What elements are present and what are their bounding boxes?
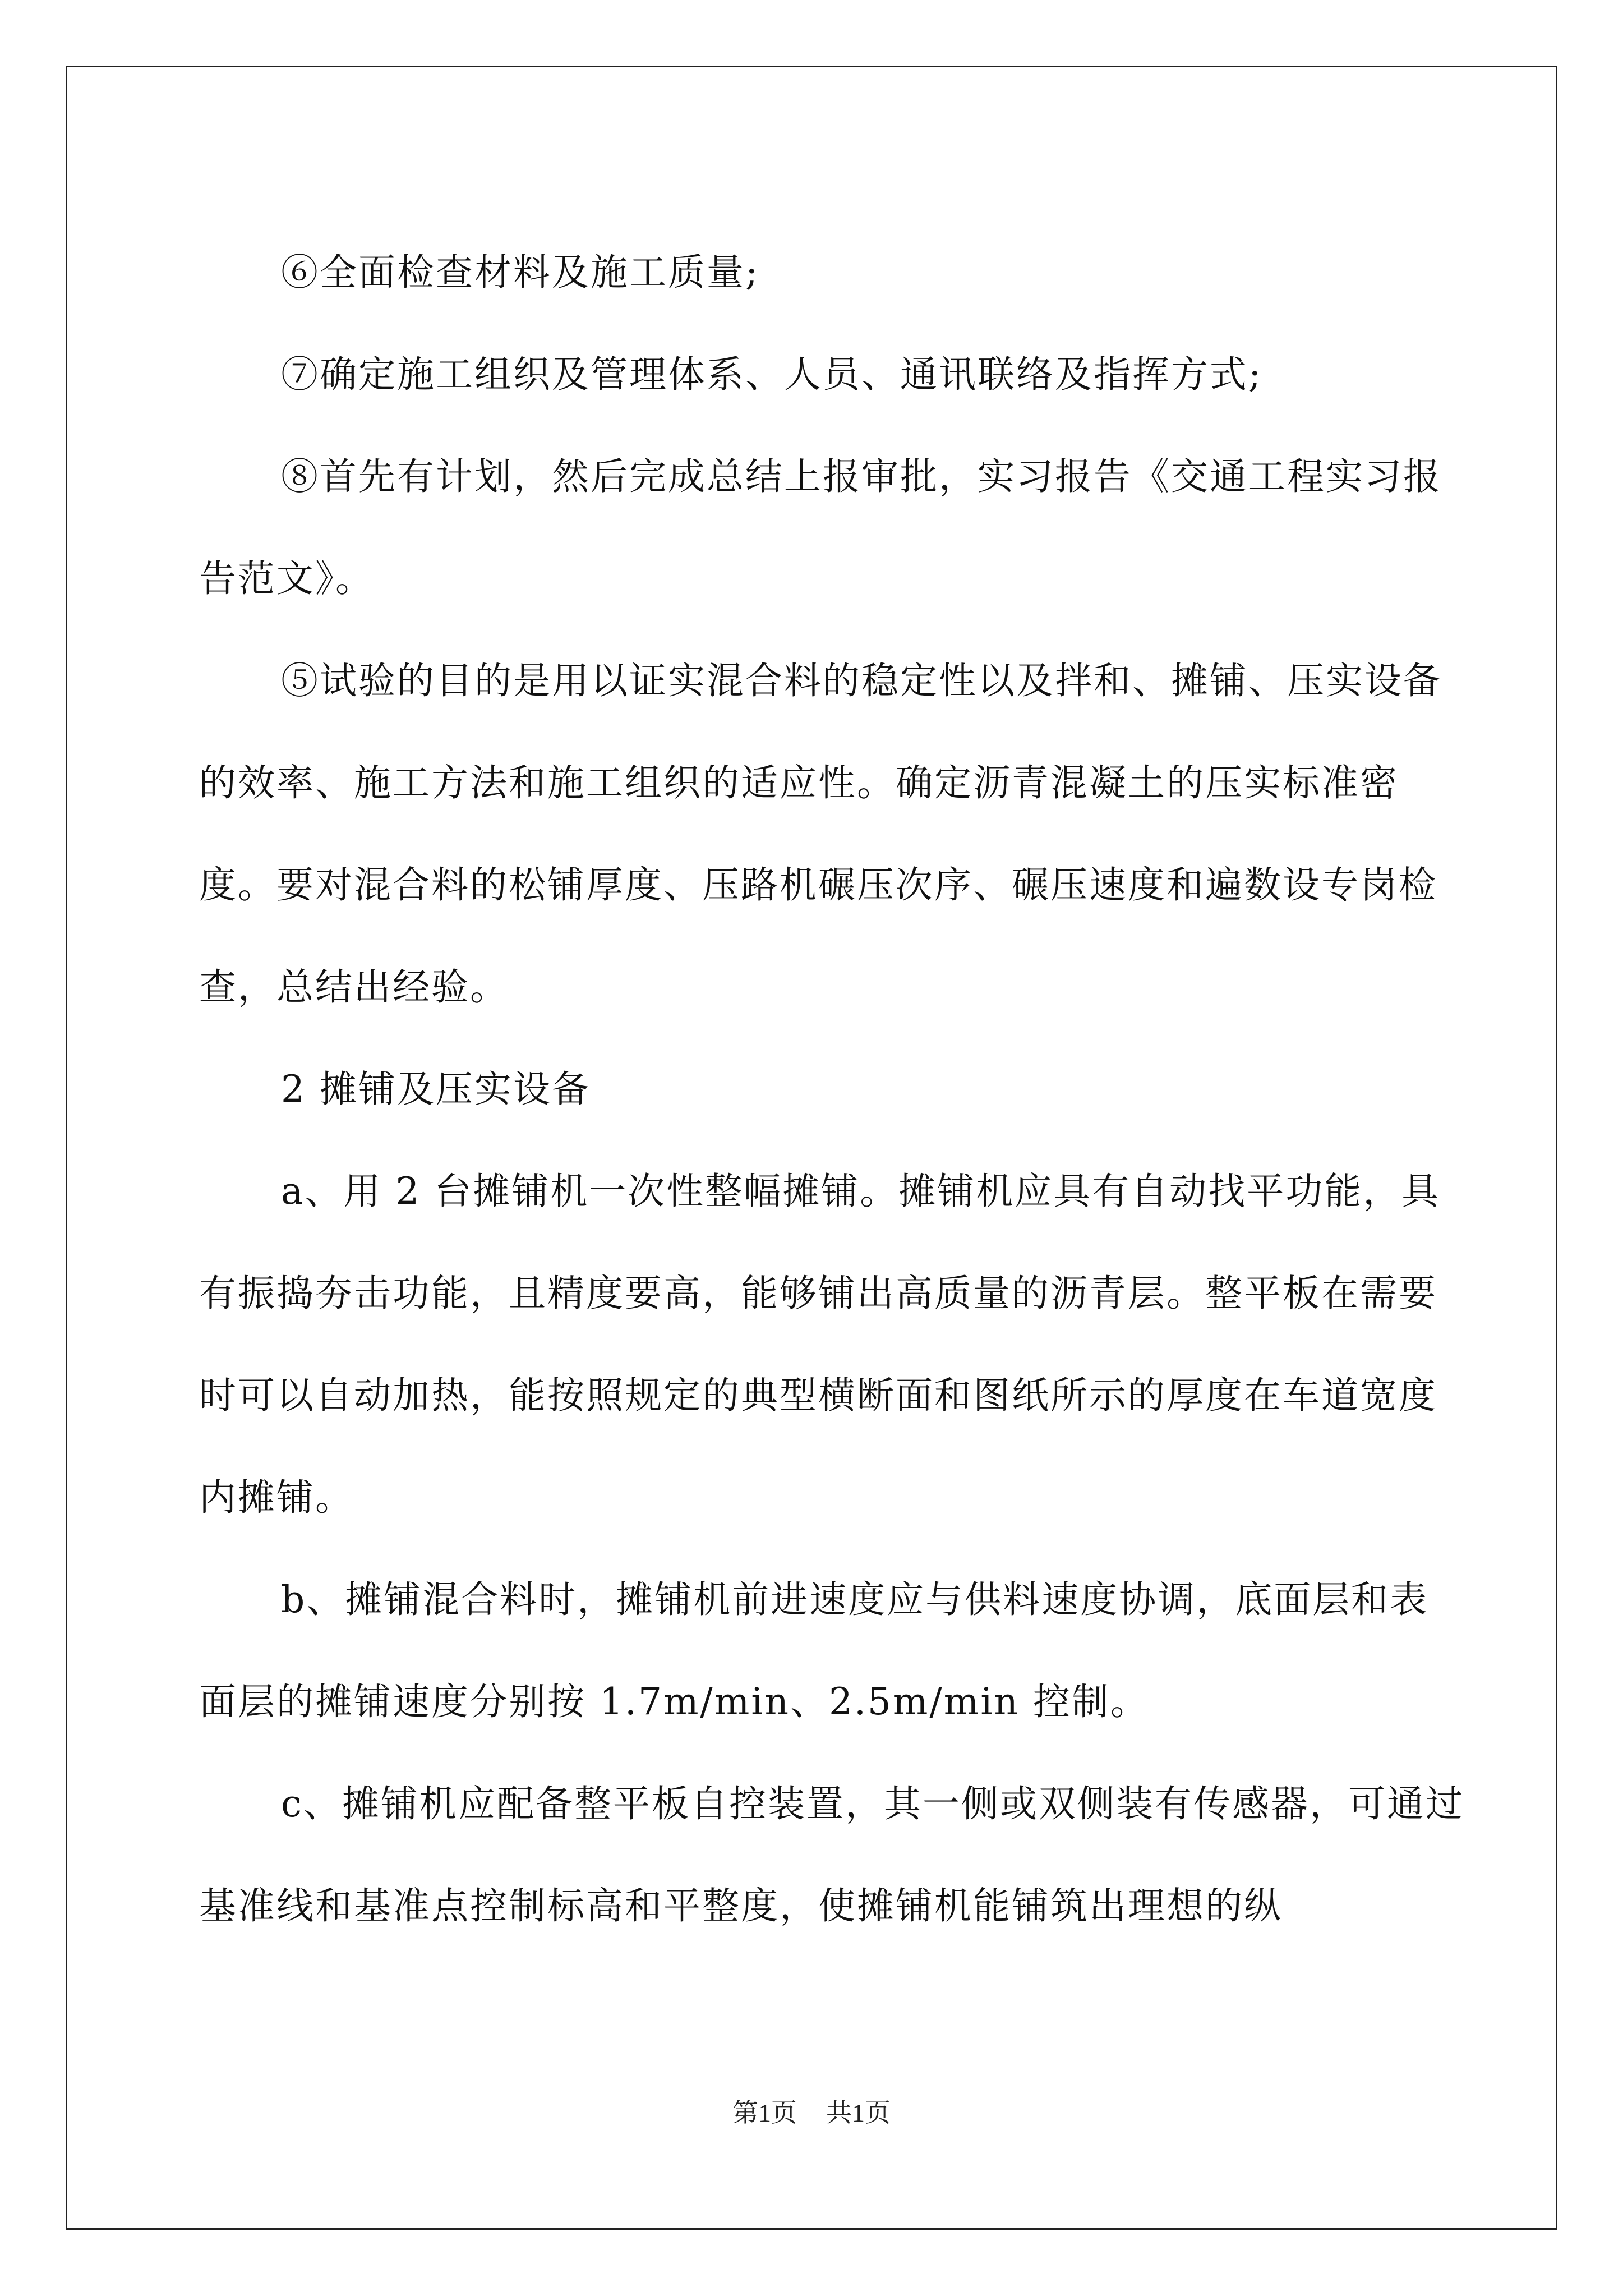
paragraph-item-a: a、用 2 台摊铺机一次性整幅摊铺。摊铺机应具有自动找平功能，具有振捣夯击功能，且精度要高，能够铺出高质量的沥青层。整平板在需要时可以自动加热，能按照规定的典型横断面和图纸所示的厚度在车道宽度内摊铺。 <box>199 1170 1441 1519</box>
paragraph-item-6: ⑥全面检查材料及施工质量; <box>281 251 760 294</box>
page-number-total: 共1页 <box>826 2099 891 2127</box>
paragraph-item-5: ⑤试验的目的是用以证实混合料的稳定性以及拌和、摊铺、压实设备的效率、施工方法和施工组织的适应性。确定沥青混凝土的压实标准密度。要对混合料的松铺厚度、压路机碾压次序、碾压速度和遍数设专岗检查，总结出经验。 <box>199 659 1442 1009</box>
page-footer <box>0 2092 1623 2129</box>
paragraph-item-7: ⑦确定施工组织及管理体系、人员、通讯联络及指挥方式; <box>281 353 1263 396</box>
paragraph-item-8: ⑧首先有计划，然后完成总结上报审批，实习报告《交通工程实习报告范文》。 <box>199 455 1442 600</box>
section-heading: 2 摊铺及压实设备 <box>281 1068 591 1111</box>
page-number-current: 第1页 <box>732 2099 797 2127</box>
paragraph-item-c: c、摊铺机应配备整平板自控装置，其一侧或双侧装有传感器，可通过基准线和基准点控制标高和平整度，使摊铺机能铺筑出理想的纵 <box>199 1782 1464 1927</box>
document-body <box>199 222 1467 1957</box>
paragraph-item-b: b、摊铺混合料时，摊铺机前进速度应与供料速度协调，底面层和表面层的摊铺速度分别按 1.7m/min、2.5m/min 控制。 <box>199 1578 1429 1723</box>
